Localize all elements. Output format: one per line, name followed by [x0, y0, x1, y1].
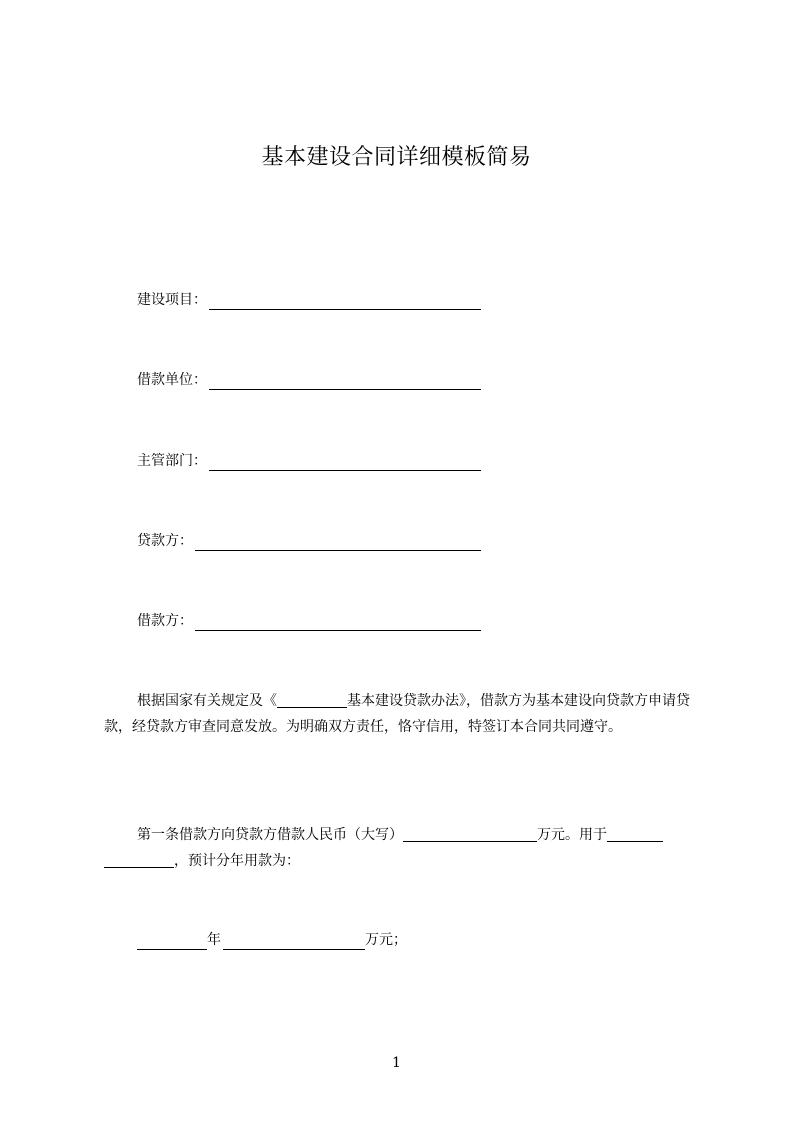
article-1-text-1: 第一条借款方向贷款方借款人民币（大写） [137, 827, 403, 843]
fill-in-line [403, 825, 537, 842]
field-borrowing-unit [137, 370, 481, 390]
document-title: 基本建设合同详细模板简易 [261, 145, 532, 170]
fill-in-line [195, 614, 481, 631]
fill-in-line [209, 454, 481, 471]
page-number: 1 [392, 1055, 401, 1071]
yearly-usage-line [137, 930, 407, 950]
unit-label: 万元； [365, 932, 407, 948]
intro-text-1: 根据国家有关规定及《 [137, 693, 277, 709]
fill-in-line [223, 933, 365, 950]
intro-paragraph [104, 688, 700, 740]
field-borrower [137, 611, 481, 631]
fill-in-line [195, 534, 481, 551]
fill-in-line [209, 373, 481, 390]
field-construction-project [137, 290, 481, 310]
field-label: 建设项目： [137, 292, 207, 308]
article-1-text-2: 万元。用于 [537, 827, 607, 843]
field-label: 借款方： [137, 613, 193, 629]
fill-in-line [137, 933, 207, 950]
year-label: 年 [207, 932, 221, 948]
field-lender [137, 531, 481, 551]
fill-in-line [277, 691, 347, 708]
article-1-text-3: ，预计分年用款为： [174, 853, 300, 869]
fill-in-line [607, 825, 663, 842]
fill-in-line [104, 851, 174, 868]
fill-in-line [209, 293, 481, 310]
field-label: 借款单位： [137, 372, 207, 388]
intro-text-2: 基本建设贷款办法》，借款方为基本建设向贷款方申请贷款，经贷款方审查同意发放。为明确双方责任，恪守信用，特签订本合同共同遵守。 [104, 693, 690, 735]
field-supervising-department [137, 451, 481, 471]
field-label: 贷款方： [137, 533, 193, 549]
field-label: 主管部门： [137, 453, 207, 469]
article-1-paragraph [104, 822, 700, 874]
